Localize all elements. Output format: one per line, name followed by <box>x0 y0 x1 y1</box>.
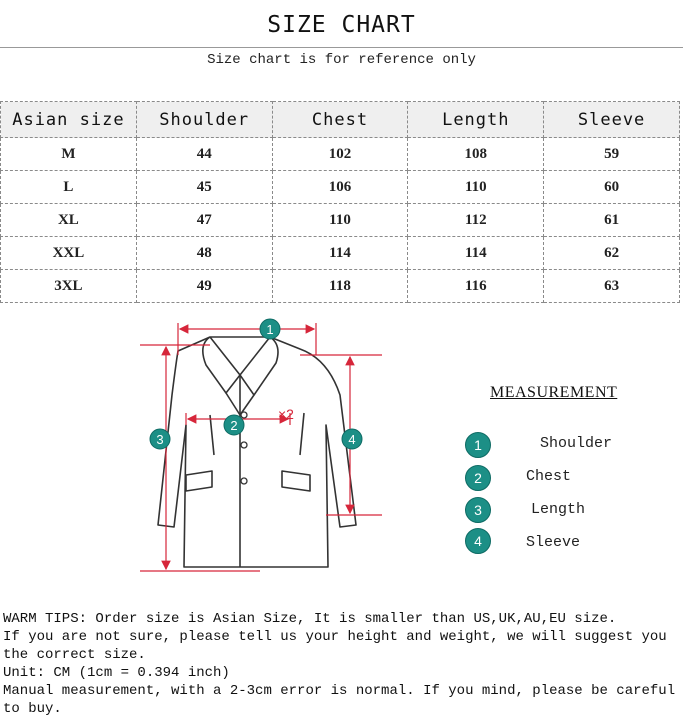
cell-length: 108 <box>408 138 544 171</box>
number-badge: 3 <box>465 497 491 523</box>
diagram-markers <box>150 319 362 449</box>
table-row <box>1 204 680 237</box>
measurement-label: Chest <box>526 468 572 485</box>
cell-length: 114 <box>408 237 544 270</box>
cell-shoulder: 49 <box>136 270 272 303</box>
cell-shoulder: 44 <box>136 138 272 171</box>
header-length: Length <box>408 102 544 138</box>
cell-length: 110 <box>408 171 544 204</box>
cell-shoulder: 48 <box>136 237 272 270</box>
cell-chest: 118 <box>272 270 408 303</box>
header-sleeve: Sleeve <box>544 102 680 138</box>
cell-length: 116 <box>408 270 544 303</box>
number-badge: 2 <box>465 465 491 491</box>
cell-size: XXL <box>1 237 137 270</box>
tip-line: If you are not sure, please tell us your height and weight, we will suggest you the correct size. <box>3 629 667 663</box>
cell-sleeve: 62 <box>544 237 680 270</box>
marker-4-label: 4 <box>348 432 356 447</box>
tip-line: WARM TIPS: Order size is Asian Size, It is smaller than US,UK,AU,EU size. <box>3 611 617 627</box>
subtitle: Size chart is for reference only <box>207 52 476 68</box>
marker-2-label: 2 <box>230 418 238 433</box>
cell-chest: 102 <box>272 138 408 171</box>
chest-multiplier-label: ×2 <box>278 406 294 422</box>
cell-chest: 110 <box>272 204 408 237</box>
table-row <box>1 270 680 303</box>
cell-sleeve: 60 <box>544 171 680 204</box>
cell-sleeve: 59 <box>544 138 680 171</box>
measurement-title: MEASUREMENT <box>490 384 618 401</box>
coat-outline <box>158 337 356 567</box>
size-table <box>0 101 680 303</box>
cell-shoulder: 47 <box>136 204 272 237</box>
table-row <box>1 237 680 270</box>
cell-length: 112 <box>408 204 544 237</box>
cell-chest: 114 <box>272 237 408 270</box>
tip-line: Manual measurement, with a 2-3cm error is normal. If you mind, please be careful to buy. <box>3 683 676 717</box>
title-divider <box>0 47 683 48</box>
measurement-label: Length <box>531 501 586 518</box>
number-badge: 1 <box>465 432 491 458</box>
cell-size: XL <box>1 204 137 237</box>
number-badge: 4 <box>465 528 491 554</box>
tip-line: Unit: CM (1cm = 0.394 inch) <box>3 665 230 681</box>
cell-chest: 106 <box>272 171 408 204</box>
header-shoulder: Shoulder <box>136 102 272 138</box>
cell-sleeve: 61 <box>544 204 680 237</box>
table-row <box>1 138 680 171</box>
header-chest: Chest <box>272 102 408 138</box>
marker-3-label: 3 <box>156 432 164 447</box>
coat-diagram <box>130 315 390 580</box>
table-header-row <box>1 102 680 138</box>
page-title: SIZE CHART <box>267 12 416 38</box>
measurement-label: Sleeve <box>526 534 581 551</box>
table-row <box>1 171 680 204</box>
cell-shoulder: 45 <box>136 171 272 204</box>
cell-sleeve: 63 <box>544 270 680 303</box>
cell-size: L <box>1 171 137 204</box>
header-asian-size: Asian size <box>1 102 137 138</box>
marker-1-label: 1 <box>266 322 274 337</box>
warm-tips <box>3 610 681 718</box>
cell-size: 3XL <box>1 270 137 303</box>
cell-size: M <box>1 138 137 171</box>
measurement-label: Shoulder <box>540 435 613 452</box>
